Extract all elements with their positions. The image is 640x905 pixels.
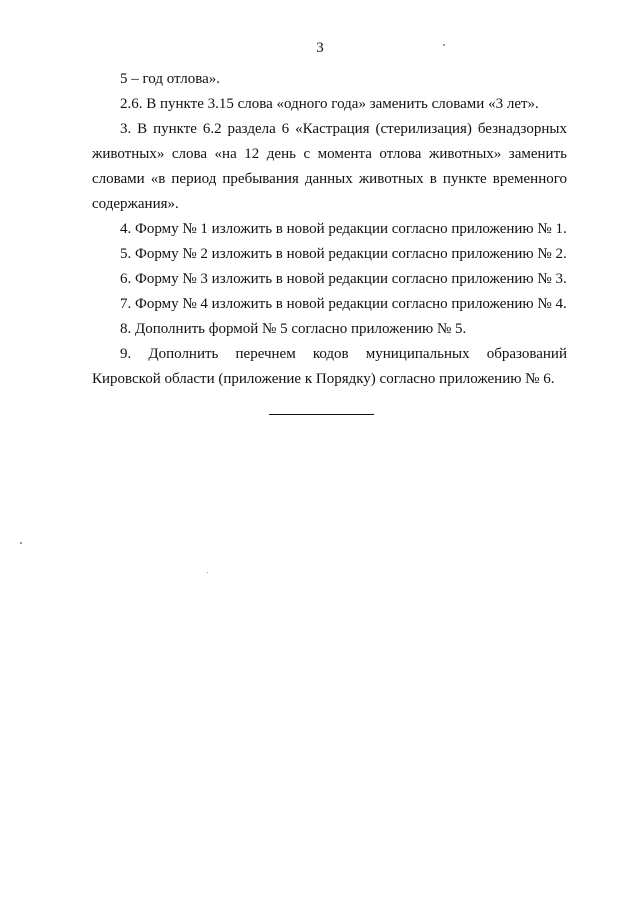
paragraph-9: 9. Дополнить перечнем кодов муниципальных образований Кировской области (приложение к Порядку) согласно приложению № 6. [92, 346, 567, 387]
paragraph-5: 5. Форму № 2 изложить в новой редакции согласно приложению № 2. [120, 246, 567, 262]
page-number: 3 [316, 40, 324, 56]
scan-speck [207, 572, 208, 573]
paragraph-2-6: 2.6. В пункте 3.15 слова «одного года» заменить словами «3 лет». [120, 96, 539, 112]
paragraph-4: 4. Форму № 1 изложить в новой редакции согласно приложению № 1. [120, 221, 567, 237]
paragraph-6: 6. Форму № 3 изложить в новой редакции согласно приложению № 3. [120, 271, 567, 287]
paragraph-7: 7. Форму № 4 изложить в новой редакции согласно приложению № 4. [120, 296, 567, 312]
paragraph-1-continuation: 5 – год отлова». [120, 71, 220, 87]
scan-speck [443, 44, 445, 46]
document-body [92, 67, 567, 392]
paragraph-3: 3. В пункте 6.2 раздела 6 «Кастрация (стерилизация) безнадзорных животных» слова «на 12 день с момента отлова животных» заменить словами «в период пребывания данных животных в пункте временного содержания». [92, 121, 567, 212]
scan-speck [20, 542, 22, 544]
end-separator-line [269, 414, 374, 415]
paragraph-8: 8. Дополнить формой № 5 согласно приложению № 5. [120, 321, 467, 337]
